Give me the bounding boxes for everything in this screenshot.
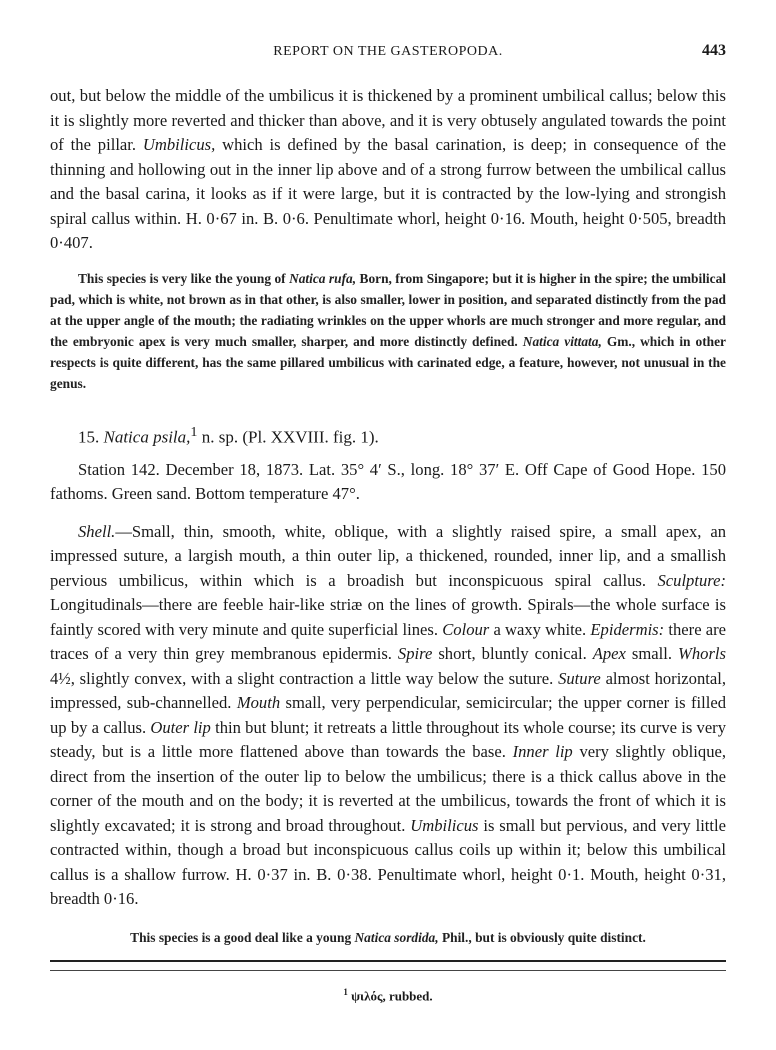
species-number: 15. [78,427,100,447]
inner-lip-text: very slightly oblique, direct from the insertion of the outer lip to below the umbilicus; there is a thick callus above in the corner of the mouth and on the body; it is reverted at the umbilicus, towards the front of which it is slightly excavated; it is strong and broad throughout. [50,742,727,835]
epidermis-text: there are traces of a very thin grey membranous epidermis. [50,619,727,664]
final-note [50,927,726,948]
species-suffix: n. sp. (Pl. XXVIII. fig. 1). [201,427,379,447]
comparison-note [50,268,726,394]
footnote-divider-thin [50,970,726,971]
apex-label: Apex [592,644,626,664]
p1-rest: which is defined by the basal carination, is deep; in consequence of the thinning and hollowing out in the inner lip above and of a strong furrow between the umbilical callus and the basal carina, it looks as if it were large, but it is contracted by the low-lying and strongish spiral callus within. H. 0·67 in. B. 0·6. Penultimate whorl, height 0·16. Mouth, height 0·505, breadth 0·407. [50,135,726,252]
station-info: Station 142. December 18, 1873. Lat. 35° 4′ S., long. 18° 37′ E. Off Cape of Good Hope. 150 fathoms. Green sand. Bottom temperature 47°. [50,459,726,504]
note1-text-a: This species is very like the young of [78,270,286,286]
spire-text: short, bluntly conical. [438,644,587,664]
species-name: Natica psila, [103,427,191,447]
inner-lip-label: Inner lip [512,742,573,762]
running-head [50,42,726,62]
spire-label: Spire [397,644,433,664]
sculpture-text: Longitudinals—there are feeble hair-like striæ on the lines of growth. Spirals—the whole surface is faintly scored with very minute and quite superficial lines. [50,595,726,639]
body-text [50,84,726,1009]
footnote-text: ψιλός, rubbed. [351,988,433,1004]
note1-species-vittata: Natica vittata, [522,333,602,349]
umbilicus-label: Umbilicus [410,815,479,835]
species-heading [50,420,726,450]
note1-text-b: Born, from Singapore; but it is higher in the spire; the umbilical pad, which is white, not brown as in that other, is also smaller, lower in position, and separated distinctly from the pad at the upper angle of the mouth; the radiating wrinkles on the upper whorls are much stronger and more regular, and the embryonic apex is very much smaller, sharper, and more distinctly defined. [50,270,726,349]
mouth-label: Mouth [236,693,281,713]
whorls-label: Whorls [678,644,726,664]
outer-lip-text: thin but blunt; it retreats a little throughout its whole course; its curve is very steady, but is a little more flattened above than towards the base. [50,717,727,762]
final-note-a: This species is a good deal like a young [130,929,352,945]
whorls-text: 4½, slightly convex, with a slight contraction a little way below the suture. [50,668,554,688]
colour-label: Colour [442,619,490,639]
footnote-ref: 1 [190,423,198,440]
paragraph-continuation [50,84,726,256]
apex-text: small. [631,644,673,664]
epidermis-label: Epidermis: [590,619,665,639]
footnote-mark: 1 [343,986,348,997]
shell-text: —Small, thin, smooth, white, oblique, with a slightly raised spire, a small apex, an impressed suture, a largish mouth, a thin outer lip, a thickened, rounded, inner lip, and a smallish pervious umbilicus, within which is a broadish but inconspicuous spiral callus. [50,521,726,590]
note1-text-c: Gm., which in other respects is quite different, has the same pillared umbilicus with carinated edge, a feature, however, not unusual in the genus. [50,333,726,391]
sculpture-label: Sculpture: [657,570,726,590]
shell-description [50,520,726,912]
umbilicus-text: is small but pervious, and very little contracted within, though a broad but inconspicuous callus coils up within it; below this umbilical callus is a shallow furrow. H. 0·37 in. B. 0·38. Penultimate whorl, height 0·1. Mouth, height 0·31, breadth 0·16. [50,815,726,909]
running-title: REPORT ON THE GASTEROPODA. [273,44,503,59]
page-number: 443 [702,42,726,59]
mouth-text: small, very perpendicular, semicircular; the upper corner is filled up by a callus. [50,693,726,737]
footnote-divider [50,960,726,962]
outer-lip-label: Outer lip [150,717,211,737]
footnote [50,980,726,1009]
note1-species-rufa: Natica rufa, [289,270,357,286]
p1-text: out, but below the middle of the umbilicus it is thickened by a prominent umbilical callus; below this it is slightly more reverted and thicker than above, and it is very obtusely angulated towards the point of the pillar. [50,86,726,154]
final-note-b: Phil., but is obviously quite distinct. [441,929,646,945]
page [50,0,726,1050]
shell-label: Shell. [78,521,116,541]
p1-umbilicus-label: Umbilicus, [142,135,216,154]
final-note-species: Natica sordida, [354,929,439,945]
suture-text: almost horizontal, impressed, sub-channelled. [50,668,726,713]
suture-label: Suture [558,668,601,688]
colour-text: a waxy white. [493,619,587,639]
